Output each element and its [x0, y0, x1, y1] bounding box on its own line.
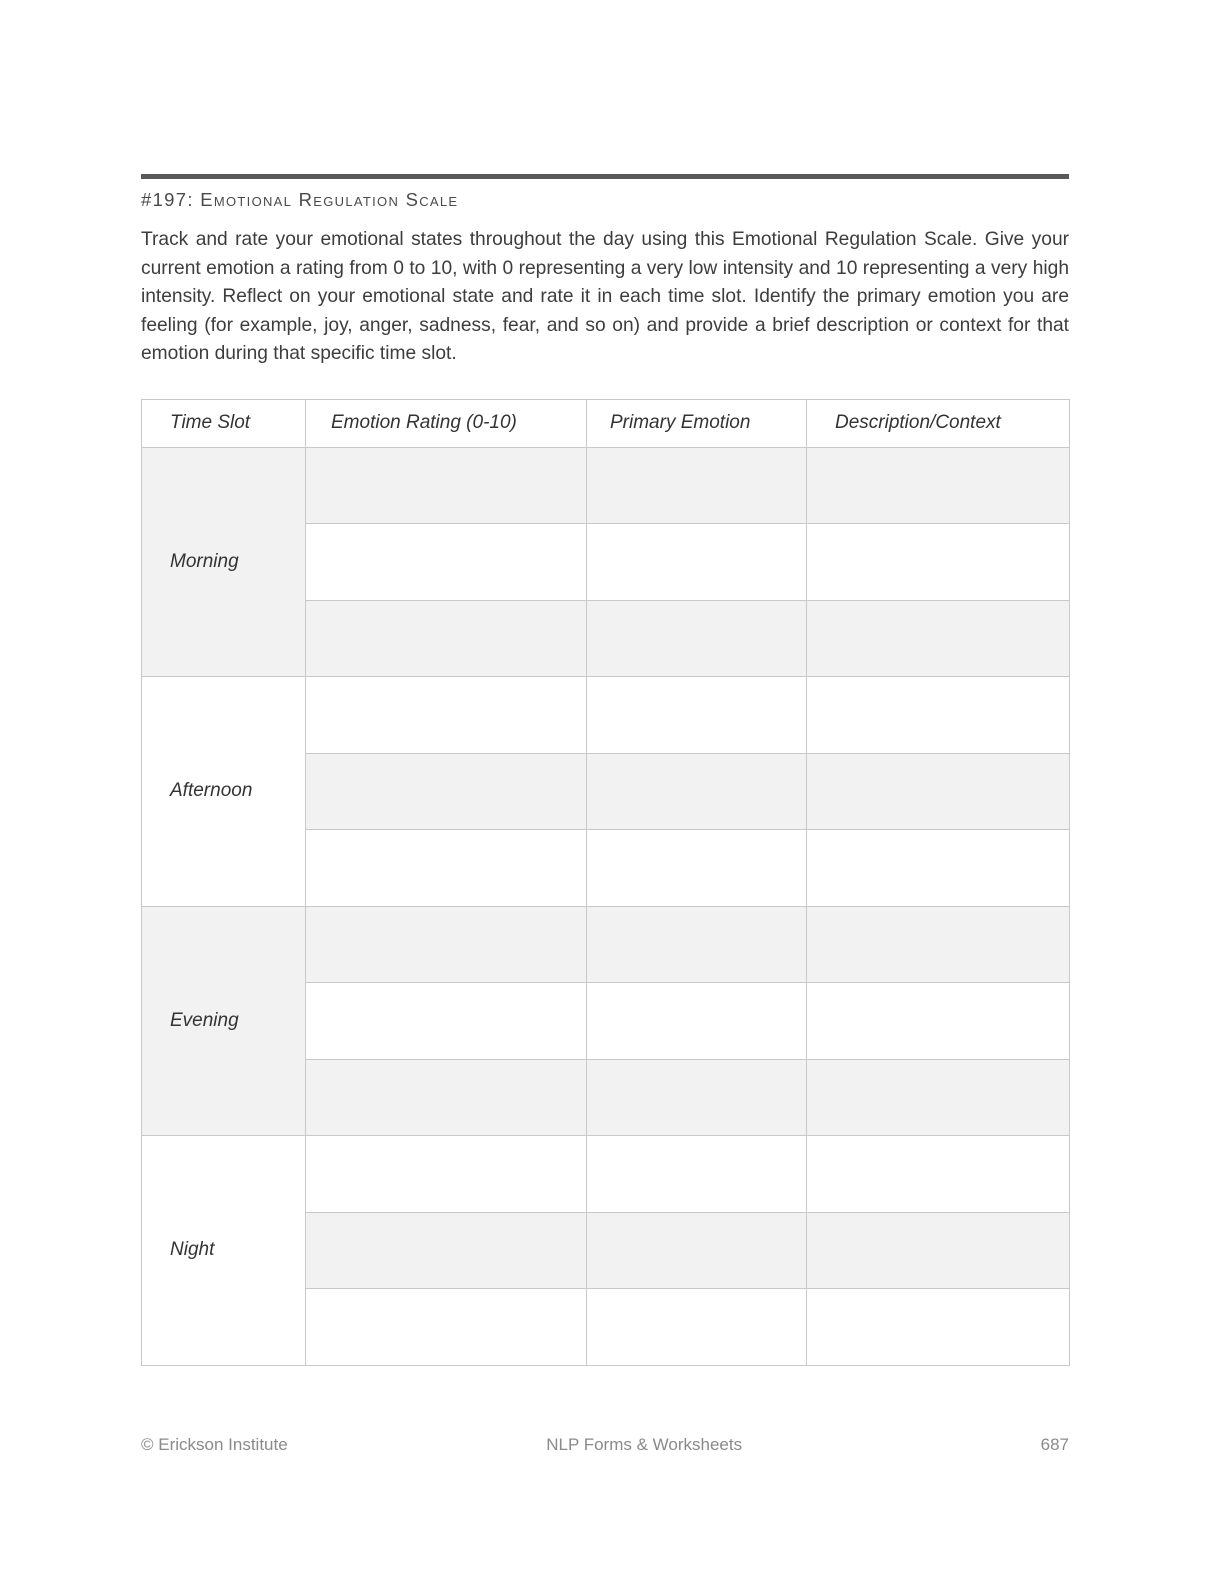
cell-emotion-rating[interactable]	[306, 524, 587, 601]
cell-primary-emotion[interactable]	[587, 830, 807, 907]
cell-primary-emotion[interactable]	[587, 906, 807, 983]
time-slot-label-evening: Evening	[142, 906, 306, 1136]
cell-emotion-rating[interactable]	[306, 1059, 587, 1136]
column-header-primary-emotion: Primary Emotion	[587, 399, 807, 447]
cell-emotion-rating[interactable]	[306, 753, 587, 830]
intro-paragraph: Track and rate your emotional states throughout the day using this Emotional Regulation Scale. Give your current emotion a rating from 0 to 10, with 0 representing a very low intensity and 10 representing a very high intensity. Reflect on your emotional state and rate it in each time slot. Identify the primary emotion you are feeling (for example, joy, anger, sadness, fear, and so on) and provide a brief description or context for that emotion during that specific time slot.	[141, 229, 1069, 365]
table-row	[142, 447, 1070, 524]
cell-description[interactable]	[807, 906, 1070, 983]
table-header-row	[142, 399, 1070, 447]
table-row	[142, 1136, 1070, 1213]
cell-description[interactable]	[807, 1059, 1070, 1136]
page-content	[141, 174, 1069, 1366]
cell-description[interactable]	[807, 524, 1070, 601]
cell-primary-emotion[interactable]	[587, 753, 807, 830]
cell-emotion-rating[interactable]	[306, 983, 587, 1060]
footer-page-number: 687	[1040, 1435, 1069, 1454]
cell-emotion-rating[interactable]	[306, 600, 587, 677]
cell-primary-emotion[interactable]	[587, 1289, 807, 1366]
cell-description[interactable]	[807, 447, 1070, 524]
header-rule	[141, 174, 1069, 179]
cell-primary-emotion[interactable]	[587, 1212, 807, 1289]
table-row	[142, 677, 1070, 754]
time-slot-label-morning: Morning	[142, 447, 306, 677]
cell-description[interactable]	[807, 1212, 1070, 1289]
footer-series-name: NLP Forms & Worksheets	[546, 1435, 743, 1454]
page-footer	[141, 1435, 1069, 1455]
cell-primary-emotion[interactable]	[587, 1059, 807, 1136]
cell-description[interactable]	[807, 830, 1070, 907]
footer-copyright: © Erickson Institute	[141, 1435, 288, 1454]
cell-primary-emotion[interactable]	[587, 600, 807, 677]
page-title: #197: Emotional Regulation Scale	[141, 189, 459, 210]
cell-emotion-rating[interactable]	[306, 1136, 587, 1213]
time-slot-label-afternoon: Afternoon	[142, 677, 306, 907]
cell-description[interactable]	[807, 983, 1070, 1060]
time-slot-label-night: Night	[142, 1136, 306, 1366]
cell-emotion-rating[interactable]	[306, 447, 587, 524]
cell-primary-emotion[interactable]	[587, 524, 807, 601]
cell-description[interactable]	[807, 1289, 1070, 1366]
emotional-regulation-table	[141, 399, 1070, 1366]
column-header-description: Description/Context	[807, 399, 1070, 447]
table-body	[142, 447, 1070, 1365]
cell-primary-emotion[interactable]	[587, 447, 807, 524]
cell-primary-emotion[interactable]	[587, 677, 807, 754]
cell-emotion-rating[interactable]	[306, 1212, 587, 1289]
cell-emotion-rating[interactable]	[306, 830, 587, 907]
column-header-time-slot: Time Slot	[142, 399, 306, 447]
cell-description[interactable]	[807, 1136, 1070, 1213]
cell-emotion-rating[interactable]	[306, 677, 587, 754]
table-header	[142, 399, 1070, 447]
cell-emotion-rating[interactable]	[306, 906, 587, 983]
column-header-emotion-rating: Emotion Rating (0-10)	[306, 399, 587, 447]
cell-description[interactable]	[807, 600, 1070, 677]
table-row	[142, 906, 1070, 983]
cell-primary-emotion[interactable]	[587, 983, 807, 1060]
cell-description[interactable]	[807, 753, 1070, 830]
cell-emotion-rating[interactable]	[306, 1289, 587, 1366]
cell-primary-emotion[interactable]	[587, 1136, 807, 1213]
cell-description[interactable]	[807, 677, 1070, 754]
